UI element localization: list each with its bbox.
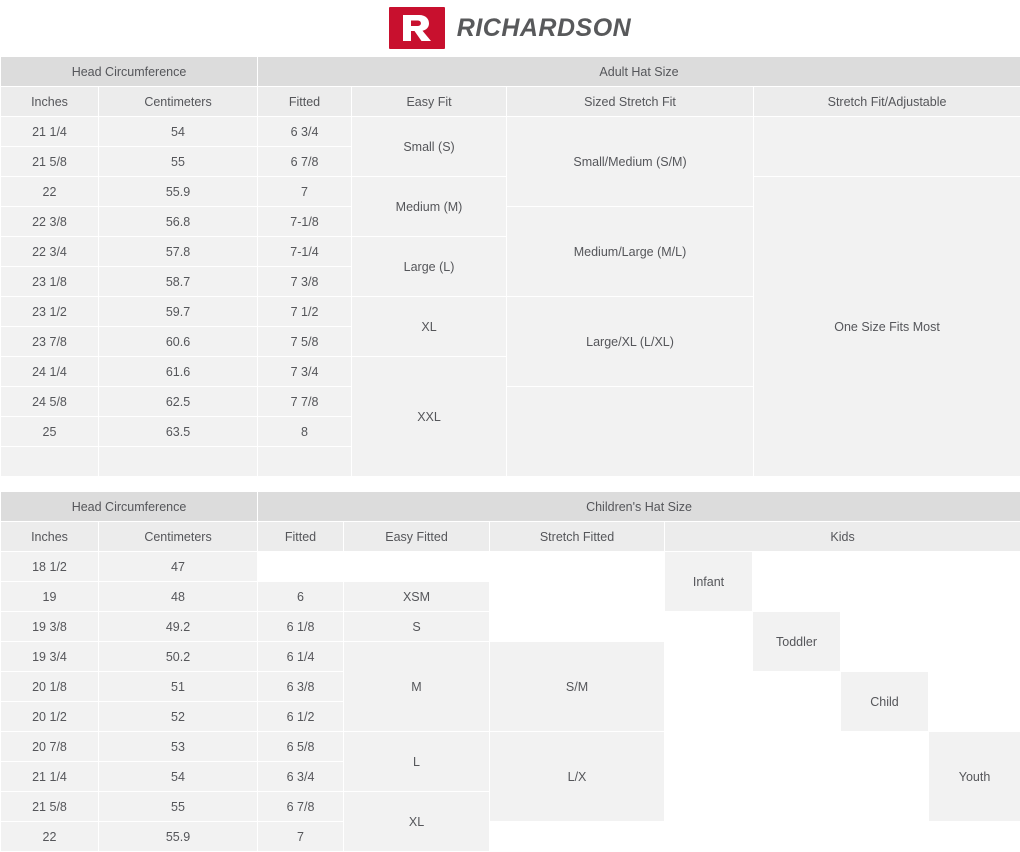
children-kids-empty: [841, 792, 929, 822]
adult-stretch-fit-adjustable: [754, 117, 1020, 177]
children-kids-empty: [753, 732, 841, 762]
table-row: [1, 822, 1020, 852]
adult-inches: 23 1/8: [1, 267, 99, 297]
adult-inches: 22: [1, 177, 99, 207]
adult-column-header-row: [1, 87, 1020, 117]
children-cm: 50.2: [99, 642, 258, 672]
children-inches: 22: [1, 822, 99, 852]
adult-cm: 63.5: [99, 417, 258, 447]
children-kids-empty: [929, 642, 1020, 672]
children-kids-empty: [665, 792, 753, 822]
children-kids-empty: [753, 582, 841, 612]
children-cm: 51: [99, 672, 258, 702]
table-row: [1, 582, 1020, 612]
adult-easy-fit: Medium (M): [352, 177, 507, 237]
children-inches: 20 7/8: [1, 732, 99, 762]
children-fitted: 6 1/8: [258, 612, 344, 642]
adult-col-fitted: Fitted: [258, 87, 352, 117]
children-inches: 20 1/2: [1, 702, 99, 732]
children-easy-fitted: S: [344, 612, 490, 642]
children-kids-empty: [665, 762, 753, 792]
adult-fitted: 6 7/8: [258, 147, 352, 177]
children-inches: 21 5/8: [1, 792, 99, 822]
children-kids-empty: [753, 672, 841, 702]
adult-cm: 54: [99, 117, 258, 147]
adult-group-head-circumference: Head Circumference: [1, 57, 258, 87]
children-kids-empty: [841, 822, 929, 852]
children-col-kids: Kids: [665, 522, 1020, 552]
brand-wordmark: RICHARDSON: [457, 14, 631, 43]
children-cm: 53: [99, 732, 258, 762]
adult-fitted: 7 3/4: [258, 357, 352, 387]
children-cm: 52: [99, 702, 258, 732]
children-kids-empty: [665, 702, 753, 732]
children-stretch-fitted: S/M: [490, 642, 665, 732]
adult-cm-empty: [99, 447, 258, 477]
children-kids-empty: [841, 642, 929, 672]
children-kids-empty: [665, 732, 753, 762]
adult-cm: 55: [99, 147, 258, 177]
adult-sized-stretch-fit: Medium/Large (M/L): [507, 207, 754, 297]
children-kids-empty: [841, 612, 929, 642]
children-kids-empty: [929, 822, 1020, 852]
children-easy-fitted: XL: [344, 792, 490, 852]
children-cm: 55.9: [99, 822, 258, 852]
children-col-easy-fitted: Easy Fitted: [344, 522, 490, 552]
adult-fitted: 7 5/8: [258, 327, 352, 357]
adult-fitted: 6 3/4: [258, 117, 352, 147]
children-kids-empty: [753, 822, 841, 852]
adult-cm: 61.6: [99, 357, 258, 387]
children-inches: 19 3/8: [1, 612, 99, 642]
children-easy-fitted-empty: [344, 552, 490, 582]
children-fitted: 6 7/8: [258, 792, 344, 822]
children-kids-empty: [929, 552, 1020, 582]
adult-fitted: 7-1/8: [258, 207, 352, 237]
children-stretch-fitted-empty: [490, 612, 665, 642]
adult-easy-fit: Large (L): [352, 237, 507, 297]
children-fitted: 6 1/2: [258, 702, 344, 732]
adult-inches: 23 7/8: [1, 327, 99, 357]
adult-inches: 23 1/2: [1, 297, 99, 327]
children-kids-empty: [841, 552, 929, 582]
children-stretch-fitted-empty: [490, 552, 665, 582]
adult-fitted: 7 3/8: [258, 267, 352, 297]
adult-cm: 55.9: [99, 177, 258, 207]
adult-inches-empty: [1, 447, 99, 477]
adult-fitted: 7 7/8: [258, 387, 352, 417]
children-stretch-fitted-empty: [490, 582, 665, 612]
adult-cm: 62.5: [99, 387, 258, 417]
children-kids-empty: [841, 582, 929, 612]
adult-sized-stretch-fit: [507, 387, 754, 477]
adult-easy-fit: XL: [352, 297, 507, 357]
children-inches: 21 1/4: [1, 762, 99, 792]
adult-table-body: [1, 117, 1020, 477]
children-cm: 49.2: [99, 612, 258, 642]
children-kids-empty: [753, 552, 841, 582]
children-kids-empty: [665, 822, 753, 852]
adult-inches: 21 1/4: [1, 117, 99, 147]
adult-stretch-fit-adjustable: One Size Fits Most: [754, 177, 1020, 477]
adult-fitted: 7 1/2: [258, 297, 352, 327]
children-col-inches: Inches: [1, 522, 99, 552]
adult-inches: 22 3/8: [1, 207, 99, 237]
children-kids-empty: [929, 672, 1020, 702]
adult-cm: 57.8: [99, 237, 258, 267]
children-fitted: 6 5/8: [258, 732, 344, 762]
children-cm: 55: [99, 792, 258, 822]
children-easy-fitted: L: [344, 732, 490, 792]
adult-inches: 24 5/8: [1, 387, 99, 417]
children-easy-fitted: M: [344, 642, 490, 732]
adult-easy-fit: Small (S): [352, 117, 507, 177]
children-kids-empty: [929, 612, 1020, 642]
table-row: [1, 552, 1020, 582]
adult-col-centimeters: Centimeters: [99, 87, 258, 117]
children-group-hat-size: Children's Hat Size: [258, 492, 1020, 522]
children-kids-empty: [753, 702, 841, 732]
children-kids-empty: [665, 612, 753, 642]
children-inches: 19: [1, 582, 99, 612]
children-group-header-row: [1, 492, 1020, 522]
children-kids-child: Child: [841, 672, 929, 732]
adult-col-stretch-fit-adjustable: Stretch Fit/Adjustable: [754, 87, 1020, 117]
children-fitted: 6 3/8: [258, 672, 344, 702]
children-cm: 54: [99, 762, 258, 792]
adult-fitted: 7-1/4: [258, 237, 352, 267]
children-inches: 19 3/4: [1, 642, 99, 672]
children-inches: 18 1/2: [1, 552, 99, 582]
adult-cm: 59.7: [99, 297, 258, 327]
children-stretch-fitted: L/X: [490, 732, 665, 822]
children-col-stretch-fitted: Stretch Fitted: [490, 522, 665, 552]
adult-inches: 25: [1, 417, 99, 447]
section-divider: [0, 477, 1020, 491]
children-kids-toddler: Toddler: [753, 612, 841, 672]
adult-easy-fit: XXL: [352, 357, 507, 477]
children-kids-empty: [665, 642, 753, 672]
children-kids-empty: [841, 732, 929, 762]
children-fitted: 6 1/4: [258, 642, 344, 672]
children-col-centimeters: Centimeters: [99, 522, 258, 552]
adult-inches: 24 1/4: [1, 357, 99, 387]
table-row: [1, 732, 1020, 762]
adult-inches: 21 5/8: [1, 147, 99, 177]
adult-cm: 56.8: [99, 207, 258, 237]
children-stretch-fitted-empty: [490, 822, 665, 852]
table-row: [1, 612, 1020, 642]
adult-sized-stretch-fit: Small/Medium (S/M): [507, 117, 754, 207]
children-fitted: 6: [258, 582, 344, 612]
table-row: [1, 642, 1020, 672]
children-kids-empty: [929, 582, 1020, 612]
adult-col-easy-fit: Easy Fit: [352, 87, 507, 117]
adult-inches: 22 3/4: [1, 237, 99, 267]
children-kids-youth: Youth: [929, 732, 1020, 822]
children-easy-fitted: XSM: [344, 582, 490, 612]
adult-group-header-row: [1, 57, 1020, 87]
children-group-head-circumference: Head Circumference: [1, 492, 258, 522]
adult-col-inches: Inches: [1, 87, 99, 117]
children-kids-infant: Infant: [665, 552, 753, 612]
children-cm: 48: [99, 582, 258, 612]
children-size-table: [0, 491, 1020, 852]
richardson-r-logo-icon: [389, 7, 445, 49]
children-fitted-empty: [258, 552, 344, 582]
children-kids-empty: [929, 702, 1020, 732]
adult-cm: 58.7: [99, 267, 258, 297]
children-kids-empty: [841, 762, 929, 792]
children-col-fitted: Fitted: [258, 522, 344, 552]
children-table-body: [1, 552, 1020, 852]
children-fitted: 7: [258, 822, 344, 852]
brand-header: [0, 0, 1020, 56]
adult-cm: 60.6: [99, 327, 258, 357]
table-row: [1, 117, 1020, 147]
adult-size-table: [0, 56, 1020, 477]
adult-fitted: 7: [258, 177, 352, 207]
children-kids-empty: [753, 762, 841, 792]
children-cm: 47: [99, 552, 258, 582]
children-fitted: 6 3/4: [258, 762, 344, 792]
children-kids-empty: [665, 672, 753, 702]
children-inches: 20 1/8: [1, 672, 99, 702]
adult-group-hat-size: Adult Hat Size: [258, 57, 1020, 87]
adult-sized-stretch-fit: Large/XL (L/XL): [507, 297, 754, 387]
adult-fitted: 8: [258, 417, 352, 447]
children-column-header-row: [1, 522, 1020, 552]
adult-fitted-empty: [258, 447, 352, 477]
adult-col-sized-stretch-fit: Sized Stretch Fit: [507, 87, 754, 117]
children-kids-empty: [753, 792, 841, 822]
